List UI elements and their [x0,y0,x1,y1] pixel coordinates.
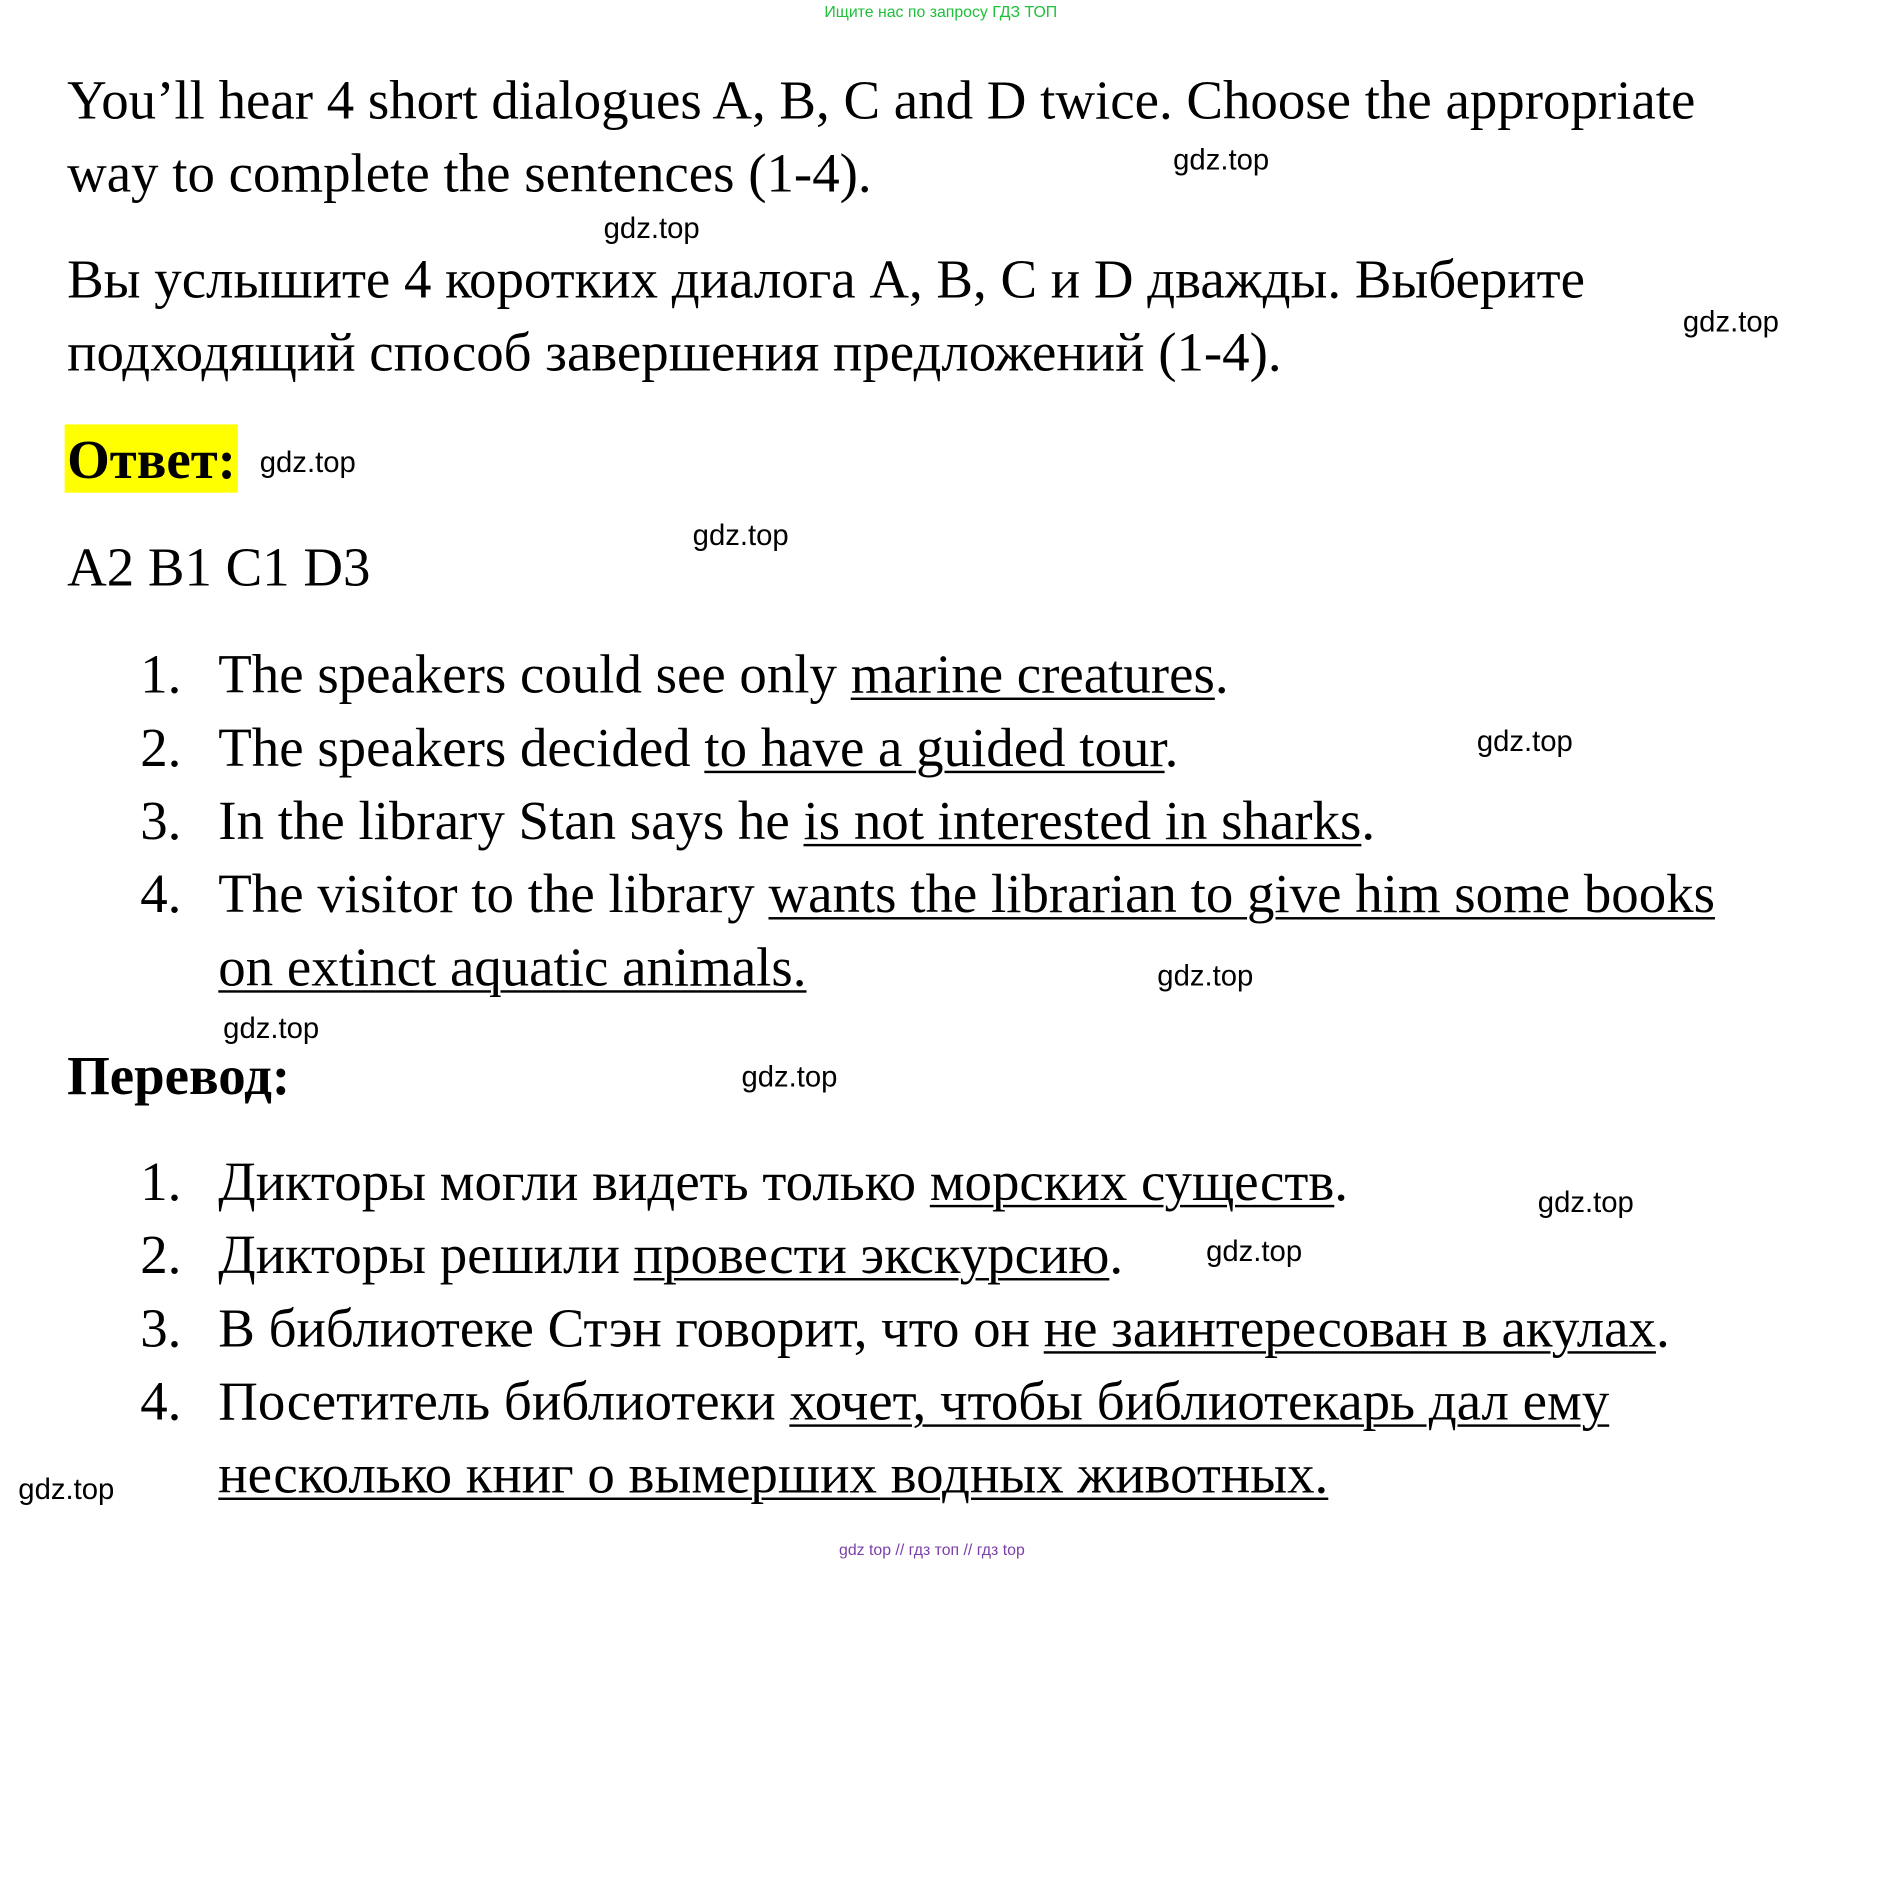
list-item [140,711,1847,784]
item-answer-continued: on extinct aquatic animals. [218,936,807,998]
answer-label: Ответ: [65,424,239,492]
item-suffix: . [1214,643,1229,705]
item-text: The speakers could see only [218,643,851,705]
item-suffix: . [1334,1151,1349,1213]
item-number: 2. [140,1224,182,1286]
watermark: gdz.top [1157,959,1254,993]
item-number: 1. [140,643,182,705]
footer-note: gdz top // гдз топ // гдз top [839,1540,1025,1559]
task-russian-line-2: подходящий способ завершения предложений (1-4). [67,321,1282,383]
item-text: In the library Stan says he [218,790,804,852]
item-answer-continued: несколько книг о вымерших водных животных. [218,1443,1329,1505]
item-suffix: . [1164,717,1179,779]
item-text: Посетитель библиотеки [218,1370,790,1432]
item-number: 3. [140,1297,182,1359]
watermark: gdz.top [259,446,356,480]
item-answer: провести экскурсию [633,1224,1110,1286]
item-text: В библиотеке Стэн говорит, что он [218,1297,1044,1359]
watermark: gdz.top [603,212,700,246]
watermark: gdz.top [1682,306,1779,340]
watermark: gdz.top [223,1012,320,1046]
item-number: 3. [140,790,182,852]
list-item [140,784,1847,857]
watermark: gdz.top [18,1473,115,1507]
item-number: 4. [140,1370,182,1432]
list-item [140,857,1847,1003]
item-answer: marine creatures [850,643,1215,705]
header-note: Ищите нас по запросу ГДЗ ТОП [824,2,1058,21]
watermark: gdz.top [692,519,789,553]
watermark: gdz.top [741,1060,838,1094]
list-item [140,1218,1847,1291]
answer-code: A2 B1 C1 D3 [67,536,371,598]
item-suffix: . [1109,1224,1124,1286]
item-number: 4. [140,863,182,925]
item-number: 2. [140,717,182,779]
task-english-line-2: way to complete the sentences (1-4). [67,142,872,204]
item-suffix: . [1655,1297,1670,1359]
item-text: The speakers decided [218,717,705,779]
item-answer: to have a guided tour [704,717,1165,779]
list-item [140,1291,1847,1364]
list-item [140,1365,1847,1511]
task-english [67,63,1695,209]
item-text: Дикторы могли видеть только [218,1151,930,1213]
task-russian-line-1: Вы услышите 4 коротких диалога A, B, C и D дважды. Выберите [67,248,1586,310]
item-suffix: . [1361,790,1376,852]
watermark: gdz.top [1173,143,1270,177]
item-text: The visitor to the library [218,863,769,925]
item-answer: не заинтересован в акулах [1043,1297,1656,1359]
english-answer-list [140,638,1847,1004]
item-answer: хочет, чтобы библиотекарь дал ему [789,1370,1610,1432]
item-answer: is not interested in sharks [803,790,1362,852]
watermark: gdz.top [1537,1186,1634,1220]
task-russian [67,243,1585,389]
watermark: gdz.top [1206,1235,1303,1269]
item-text: Дикторы решили [218,1224,634,1286]
watermark: gdz.top [1476,725,1573,759]
item-number: 1. [140,1151,182,1213]
list-item [140,638,1847,711]
item-answer: wants the librarian to give him some books [768,863,1715,925]
task-english-line-1: You’ll hear 4 short dialogues A, B, C and D twice. Choose the appropriate [67,69,1696,131]
translation-title: Перевод: [67,1045,291,1107]
item-answer: морских существ [929,1151,1335,1213]
